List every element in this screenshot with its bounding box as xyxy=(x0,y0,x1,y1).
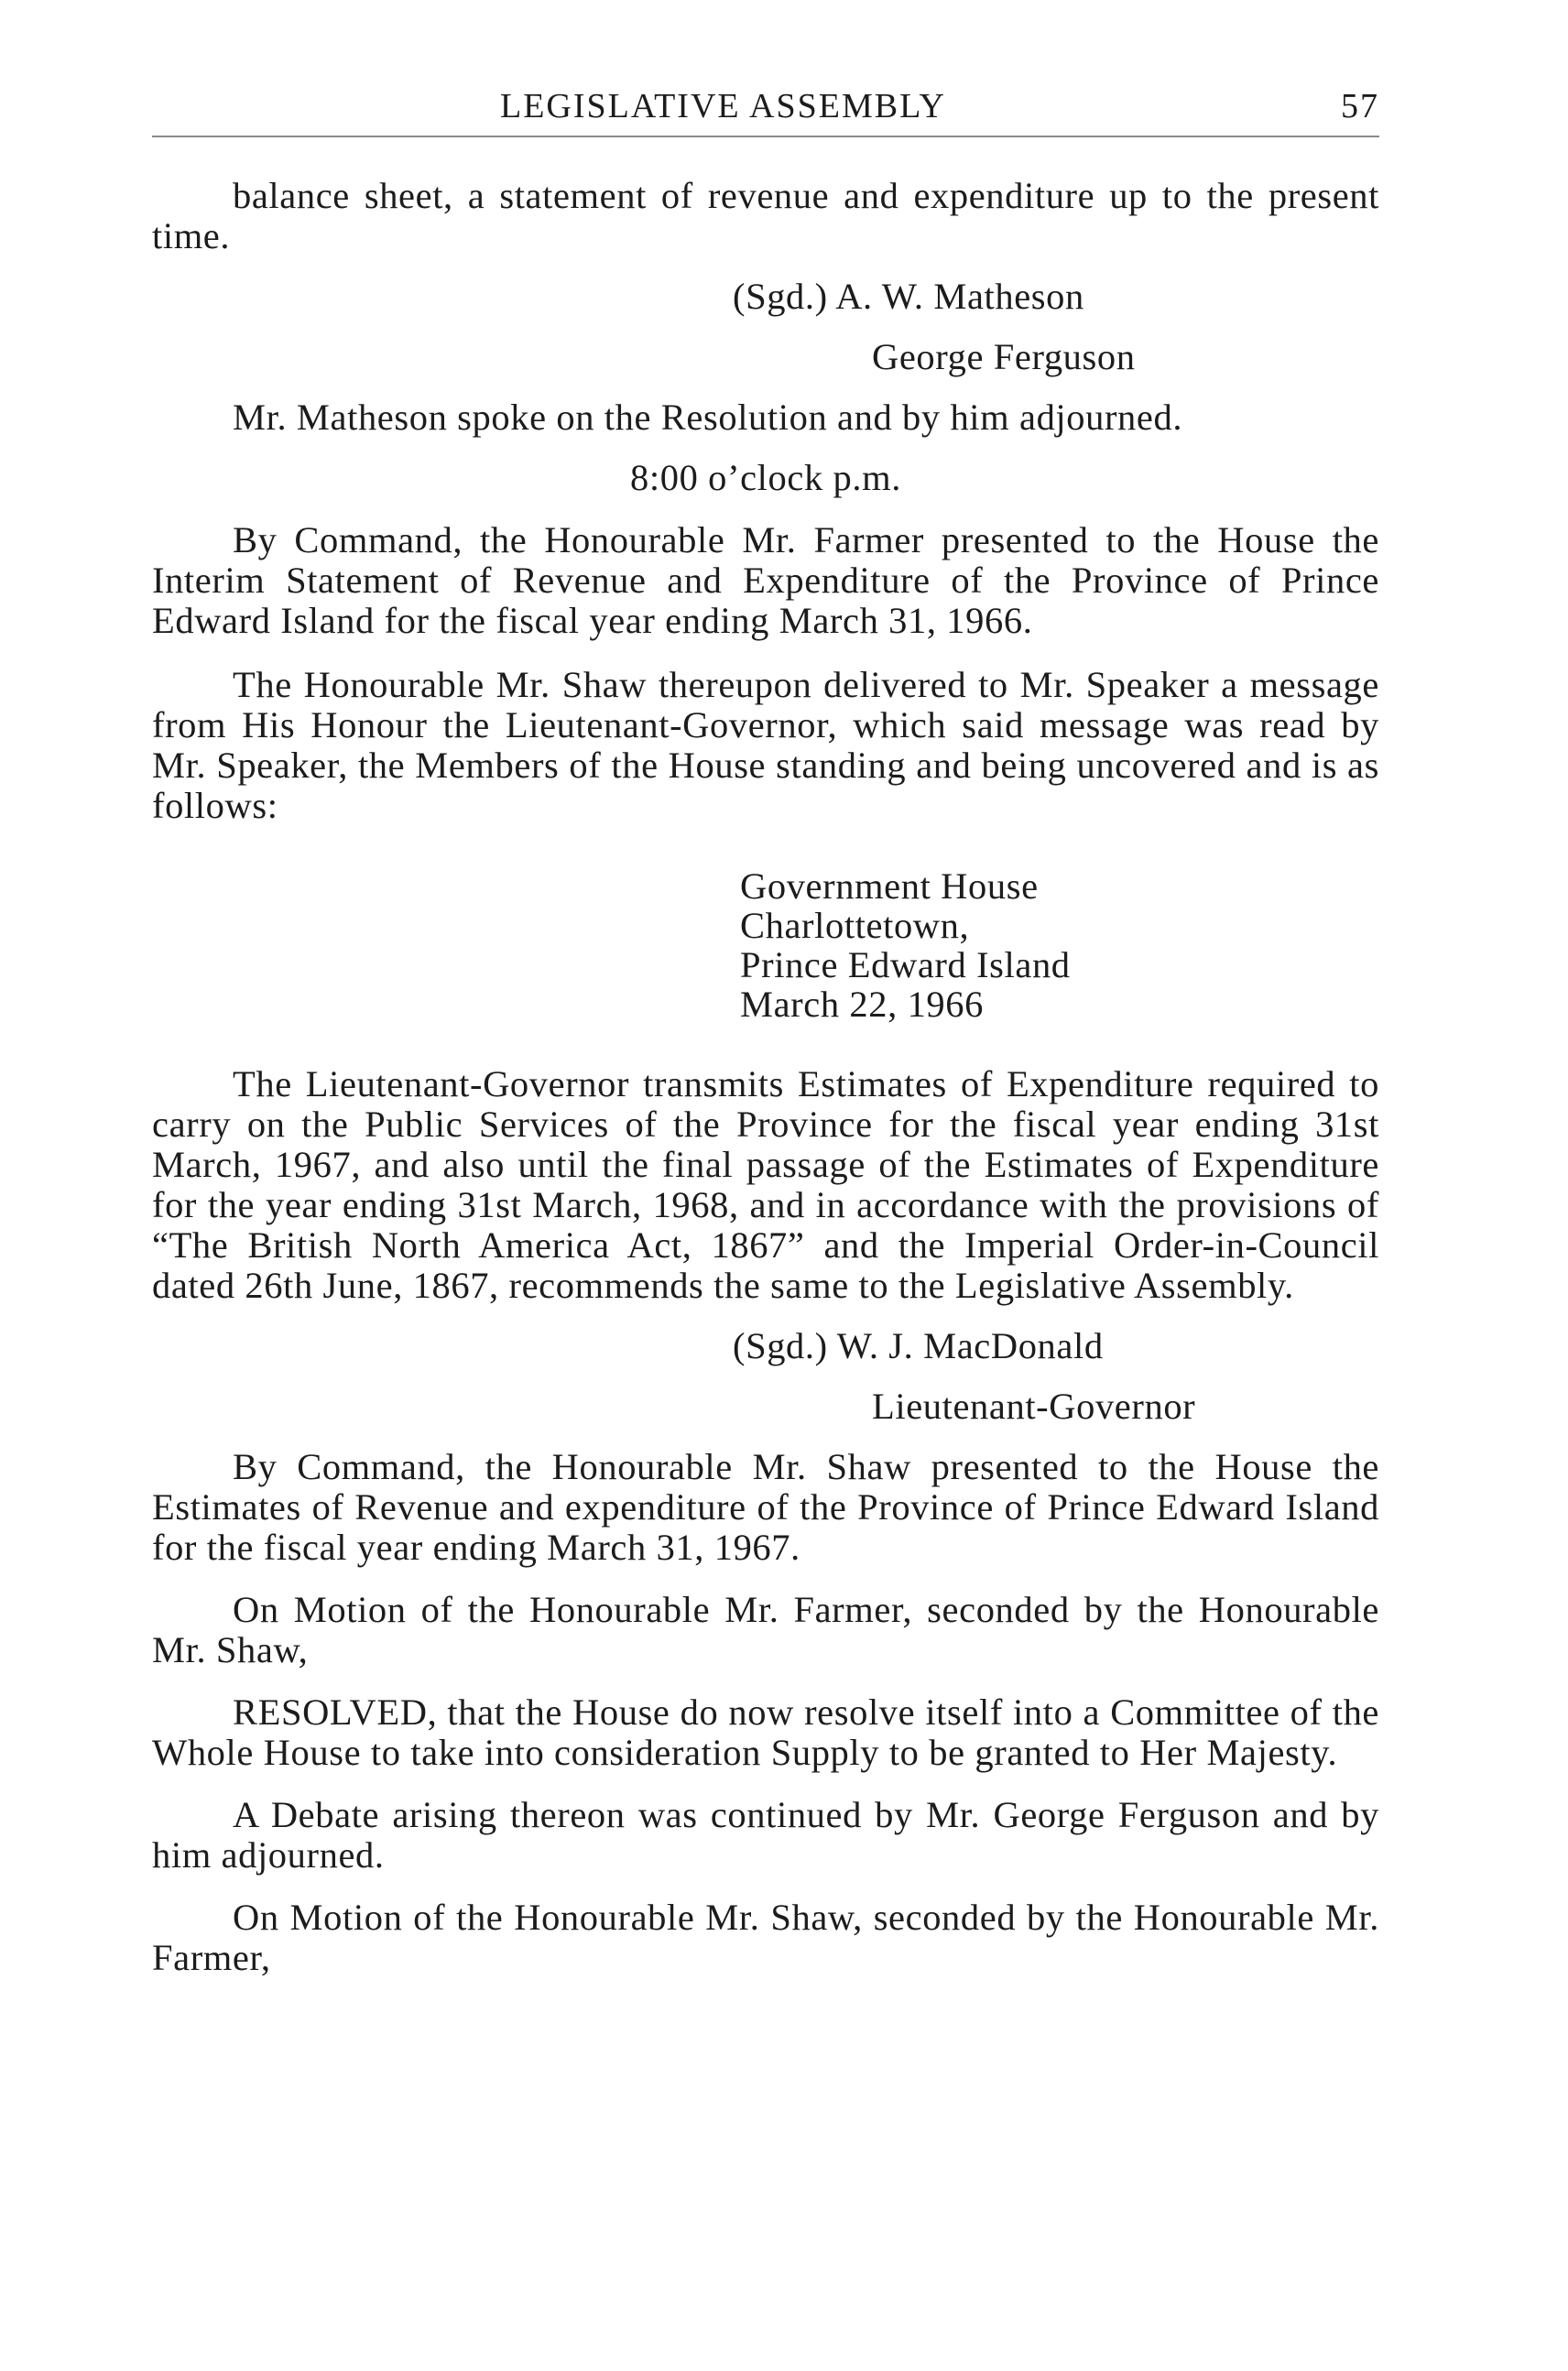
address-line: Charlottetown, xyxy=(740,905,970,946)
signature-macdonald: (Sgd.) W. J. MacDonald xyxy=(733,1325,1104,1366)
paragraph-message-delivered: The Honourable Mr. Shaw thereupon delivered to Mr. Speaker a message from His Honour the Lieutenant-Governor, which said message was read by Mr. Speaker, the Members of the House standing and being uncovered and is as follows: xyxy=(152,664,1379,826)
page-body xyxy=(152,176,1379,1978)
address-line: Government House xyxy=(740,865,1039,907)
paragraph-debate: A Debate arising thereon was continued by Mr. George Ferguson and by him adjourned. xyxy=(152,1794,1379,1876)
paragraph-estimates-presented: By Command, the Honourable Mr. Shaw presented to the House the Estimates of Revenue and expenditure of the Province of Prince Edward Island for the fiscal year ending March 31, 1967. xyxy=(152,1446,1379,1568)
signature-title: Lieutenant-Governor xyxy=(872,1386,1196,1427)
address-line: Prince Edward Island xyxy=(740,944,1071,985)
address-line: March 22, 1966 xyxy=(740,984,984,1025)
address-block xyxy=(152,866,1379,1024)
time-heading: 8:00 o’clock p.m. xyxy=(630,457,901,498)
signature-ferguson: George Ferguson xyxy=(872,336,1136,377)
paragraph-motion-shaw: On Motion of the Honourable Mr. Shaw, seconded by the Honourable Mr. Farmer, xyxy=(152,1897,1379,1978)
paragraph-resolved: RESOLVED, that the House do now resolve itself into a Committee of the Whole House to take into consideration Supply to be granted to Her Majesty. xyxy=(152,1691,1379,1773)
signature-matheson: (Sgd.) A. W. Matheson xyxy=(733,276,1084,317)
paragraph-estimates-transmitted: The Lieutenant-Governor transmits Estimates of Expenditure required to carry on the Public Services of the Province for the fiscal year ending 31st March, 1967, and also until the final passage of the Estimates of Expenditure for the year ending 31st March, 1968, and in accordance with the provisions of “The British North America Act, 1867” and the Imperial Order-in-Council dated 26th June, 1867, recommends the same to the Legislative Assembly. xyxy=(152,1063,1379,1306)
page-header xyxy=(152,84,1379,137)
paragraph-balance-sheet: balance sheet, a statement of revenue and expenditure up to the present time. xyxy=(152,175,1379,256)
running-title: LEGISLATIVE ASSEMBLY xyxy=(500,87,946,125)
page-number: 57 xyxy=(1341,87,1379,125)
paragraph-interim-statement: By Command, the Honourable Mr. Farmer presented to the House the Interim Statement of Revenue and Expenditure of the Province of Prince Edward Island for the fiscal year ending March 31, 1966. xyxy=(152,519,1379,641)
paragraph-matheson-spoke: Mr. Matheson spoke on the Resolution and by him adjourned. xyxy=(233,397,1183,438)
paragraph-motion-farmer: On Motion of the Honourable Mr. Farmer, seconded by the Honourable Mr. Shaw, xyxy=(152,1589,1379,1670)
